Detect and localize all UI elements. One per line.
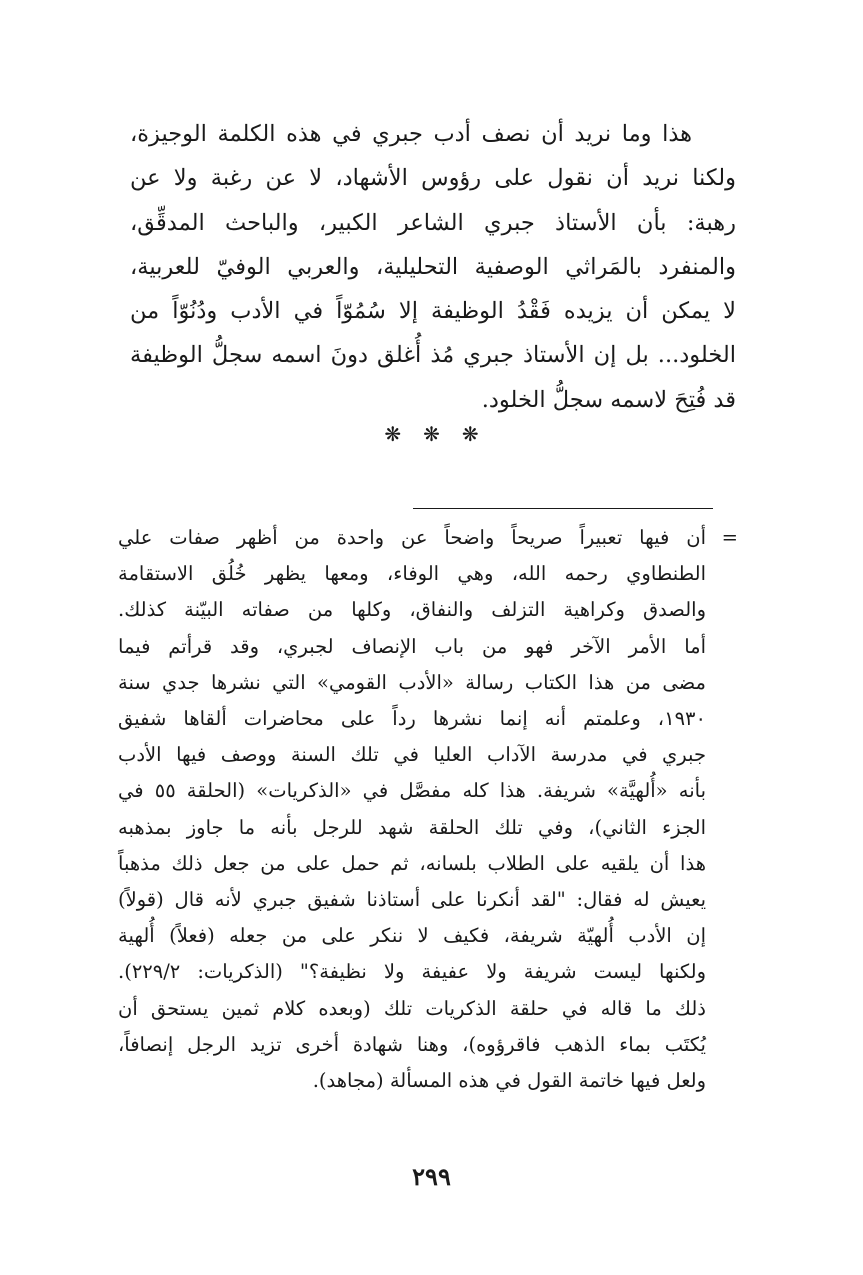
footnote-line: الجزء الثاني)، وفي تلك الحلقة شهد للرجل بأنه ما جاوز بمذهبه [118,815,706,839]
footnote-line: ١٩٣٠، وعلمتم أنه إنما نشرها رداً على محاضرات ألقاها شفيق [118,707,706,731]
footnote-line: إن الأدب أُلهيّة شريفة، فكيف لا ننكر على من جعله (فعلاً) أُلهية [118,924,706,948]
footnote-line: ذلك ما قاله في حلقة الذكريات تلك (وبعده كلام ثمين يستحق أن [118,996,706,1020]
main-paragraph [130,112,736,422]
footnote [118,520,744,1099]
main-line: قد فُتِحَ لاسمه سجلُّ الخلود. [481,386,736,413]
footnote-continuation-mark: = [721,526,738,549]
footnote-line: بأنه «أُلهيَّة» شريفة. هذا كله مفصَّل في «الذكريات» (الحلقة ٥٥ في [118,779,706,803]
page-number: ٢٩٩ [412,1162,451,1191]
footnote-line: أما الأمر الآخر فهو من باب الإنصاف لجبري، وقد قرأتم فيما [118,634,706,658]
star-ornament-icon: ❋ [423,422,440,446]
footnote-line: يعيش له فقال: "لقد أنكرنا على أستاذنا شفيق جبري لأنه قال (قولاً) [118,888,706,912]
main-line: لا يمكن أن يزيده فَقْدُ الوظيفة إلا سُمُوّاً في الأدب ودُنُوّاً من [130,298,736,325]
star-ornament-icon: ❋ [384,422,402,446]
footnote-line: والصدق وكراهية التزلف والنفاق، وكلها من صفاته البيّنة كذلك. [118,598,706,622]
footnote-line: هذا أن يلقيه على الطلاب بلسانه، ثم حمل على من جعل ذلك مذهباً [118,851,706,875]
footnote-line: أن فيها تعبيراً صريحاً واضحاً عن واحدة من أظهر صفات علي [118,526,706,549]
footnote-line: جبري في مدرسة الآداب العليا في تلك السنة ووصف فيها الأدب [118,743,706,767]
footnote-line: ولكنها ليست شريفة ولا عفيفة ولا نظيفة؟" (الذكريات: ٢٢٩/٢). [118,960,706,984]
main-line: الخلود... بل إن الأستاذ جبري مُذ أُغلق دونَ اسمه سجلُّ الوظيفة [130,342,736,369]
star-ornament-icon: ❋ [461,422,479,446]
main-line: رهبة: بأن الأستاذ جبري الشاعر الكبير، والباحث المدقِّق، [130,209,736,236]
footnote-line: يُكتَب بماء الذهب فاقرؤوه)، وهنا شهادة أخرى تزيد الرجل إنصافاً، [118,1032,706,1056]
footnote-line: مضى من هذا الكتاب رسالة «الأدب القومي» التي نشرها جدي سنة [118,670,706,694]
footnote-divider [413,508,713,509]
main-line: هذا وما نريد أن نصف أدب جبري في هذه الكلمة الوجيزة، [130,121,692,147]
main-line: ولكنا نريد أن نقول على رؤوس الأشهاد، لا عن رغبة ولا عن [130,165,736,192]
footnote-line: ولعل فيها خاتمة القول في هذه المسألة (مجاهد). [312,1069,706,1093]
section-separator [0,422,863,446]
main-line: والمنفرد بالمَراثي الوصفية التحليلية، والعربي الوفيّ للعربية، [130,253,736,280]
footnote-line: الطنطاوي رحمه الله، وهي الوفاء، ومعها يظهر خُلُق الاستقامة [118,562,706,586]
